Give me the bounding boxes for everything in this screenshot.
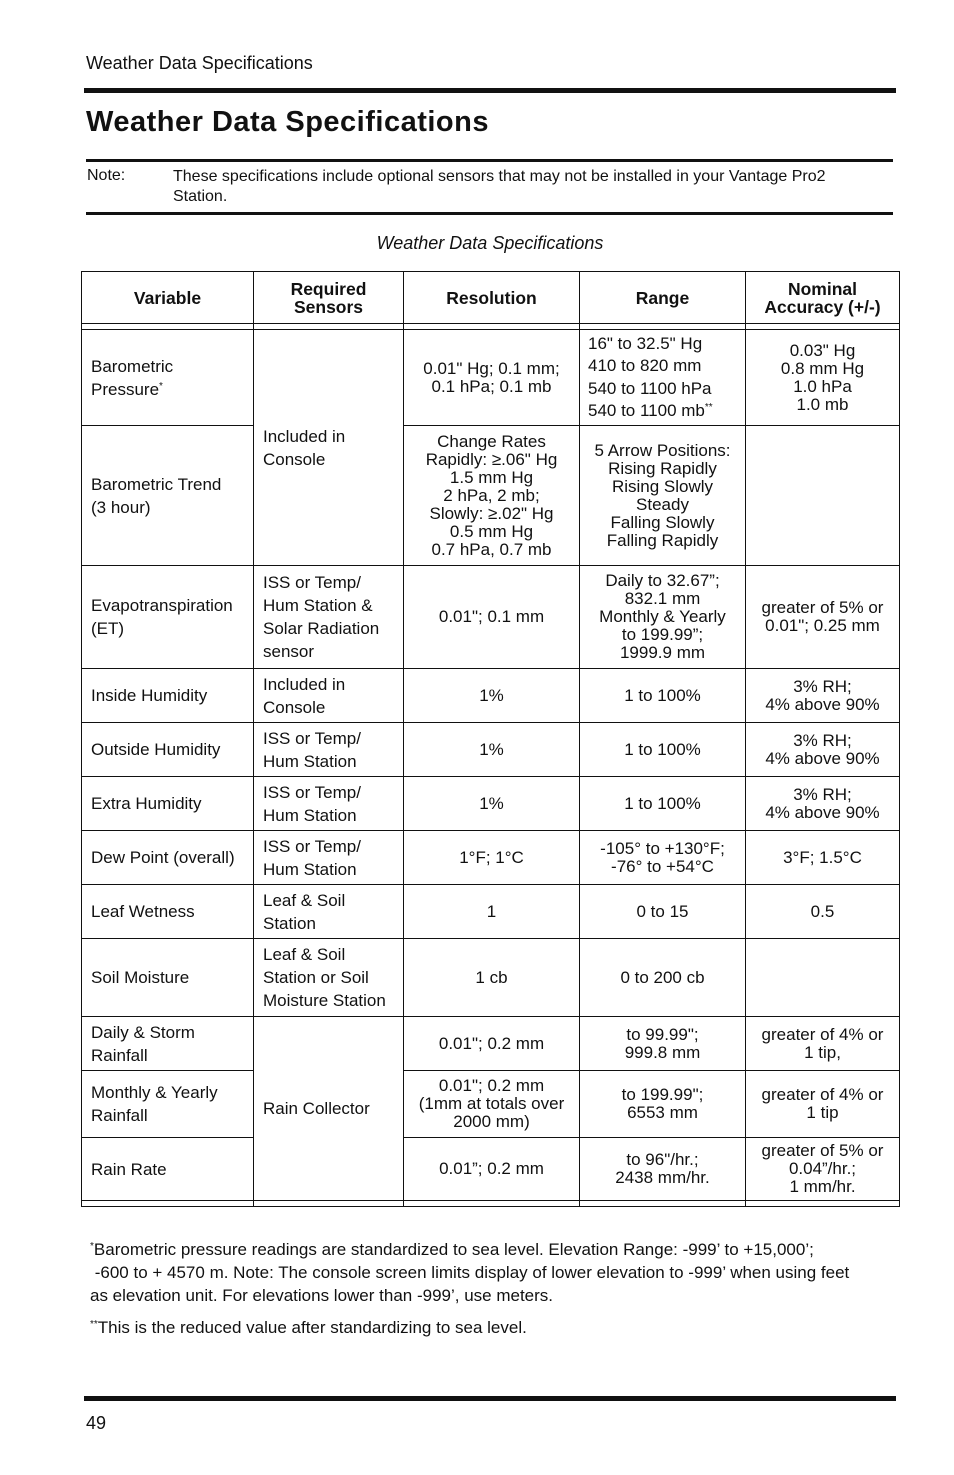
- specifications-table: [81, 271, 900, 1207]
- cell-text: Monthly & Yearly: [91, 1083, 218, 1102]
- cell-text: [91, 378, 245, 401]
- cell-range: [580, 1071, 746, 1138]
- cell-range: 1 to 100%: [580, 669, 746, 723]
- cell-text: 410 to 820 mm: [588, 356, 702, 375]
- cell-text: Rising Rapidly: [608, 458, 717, 478]
- cell-text: 2 hPa, 2 mb;: [443, 485, 540, 505]
- cell-text: Daily & Storm: [91, 1022, 195, 1042]
- page-title: Weather Data Specifications: [86, 106, 489, 138]
- cell-text: Steady: [636, 494, 689, 514]
- column-header-accuracy-line: Accuracy (+/-): [764, 296, 881, 317]
- cell-variable: Rain Rate: [82, 1138, 254, 1201]
- cell-text: Evapotranspiration: [91, 596, 233, 615]
- cell-variable: Outside Humidity: [82, 723, 254, 777]
- cell-text: Hum Station &: [263, 596, 373, 615]
- cell-resolution: [404, 426, 580, 566]
- footnote-marker: *: [90, 1241, 94, 1252]
- cell-sensors: [254, 566, 404, 669]
- cell-text: Hum Station: [263, 859, 357, 879]
- cell-resolution: [404, 1071, 580, 1138]
- footnote-standardized: [90, 1316, 910, 1339]
- cell-sensors: [254, 723, 404, 777]
- footnote-line: as elevation unit. For elevations lower than -999’, use meters.: [90, 1286, 554, 1305]
- cell-text: Console: [263, 697, 326, 717]
- cell-accuracy: 0.5: [746, 885, 900, 939]
- cell-variable: Leaf Wetness: [82, 885, 254, 939]
- cell-text: 1999.9 mm: [619, 643, 706, 662]
- cell-text: Barometric Trend: [91, 474, 222, 494]
- column-header-variable: Variable: [82, 272, 254, 324]
- cell-text-part: 540 to 1100 mb: [588, 401, 705, 420]
- column-header-sensors-line: Sensors: [293, 296, 364, 317]
- cell-variable: Inside Humidity: [82, 669, 254, 723]
- cell-text: 0.03" Hg: [789, 340, 856, 360]
- footnote-marker: **: [704, 402, 713, 413]
- cell-text: Included in: [263, 426, 346, 446]
- cell-text: 0.04”/hr.;: [788, 1159, 857, 1178]
- cell-text: 3% RH;: [793, 730, 852, 750]
- cell-resolution: [404, 330, 580, 426]
- table-row: [82, 1071, 900, 1138]
- cell-text: 3% RH;: [793, 676, 852, 696]
- cell-text: (ET): [91, 619, 125, 638]
- cell-text: sensor: [263, 642, 315, 661]
- cell-text: Included in: [263, 674, 346, 694]
- cell-sensors: [254, 885, 404, 939]
- cell-accuracy: [746, 777, 900, 831]
- cell-text: 16" to 32.5" Hg: [588, 333, 703, 353]
- cell-text: 1 tip,: [804, 1042, 841, 1062]
- cell-text: Rainfall: [91, 1106, 148, 1125]
- cell-text: Console: [263, 449, 326, 469]
- cell-text: Monthly & Yearly: [599, 607, 726, 626]
- cell-text: Leaf & Soil: [263, 945, 346, 964]
- cell-text-part: Pressure: [91, 379, 160, 399]
- cell-variable: [82, 1017, 254, 1071]
- running-header: Weather Data Specifications: [86, 53, 313, 73]
- cell-text: greater of 4% or: [761, 1085, 884, 1104]
- cell-range: [580, 1138, 746, 1201]
- cell-resolution: 1%: [404, 723, 580, 777]
- cell-text: 3% RH;: [793, 784, 852, 804]
- table-row: [82, 426, 900, 566]
- cell-text: ISS or Temp/: [263, 573, 361, 592]
- cell-text: Daily to 32.67”;: [605, 571, 720, 590]
- cell-text: 6553 mm: [627, 1103, 698, 1122]
- cell-text: ISS or Temp/: [263, 728, 361, 748]
- cell-range: [580, 426, 746, 566]
- cell-range: [580, 330, 746, 426]
- table-caption: Weather Data Specifications: [376, 233, 604, 253]
- cell-text: 540 to 1100 hPa: [588, 378, 712, 398]
- note-rule-bottom: [86, 212, 893, 215]
- cell-text: 1 mm/hr.: [789, 1177, 856, 1196]
- note-rule-top: [86, 159, 893, 162]
- cell-accuracy: [746, 1017, 900, 1071]
- footnote-marker: *: [159, 380, 163, 392]
- cell-accuracy: [746, 669, 900, 723]
- column-header-sensors-line: Required: [290, 278, 367, 299]
- cell-accuracy: 3°F; 1.5°C: [746, 831, 900, 885]
- cell-text: 1 tip: [806, 1103, 839, 1122]
- table-row: [82, 939, 900, 1017]
- cell-accuracy: [746, 723, 900, 777]
- note-text: These specifications include optional sensors that may not be installed in your Vantage Pro2 Station.: [173, 168, 826, 205]
- table-row: [82, 566, 900, 669]
- cell-text: 5 Arrow Positions:: [594, 440, 731, 460]
- cell-variable: [82, 566, 254, 669]
- cell-resolution: 0.01"; 0.1 mm: [404, 566, 580, 669]
- table-row: [82, 1138, 900, 1201]
- cell-variable: [82, 330, 254, 426]
- table-row: [82, 330, 900, 426]
- cell-text: Slowly: ≥.02" Hg: [429, 503, 554, 523]
- cell-text: (3 hour): [91, 497, 151, 517]
- cell-text: Rainfall: [91, 1045, 148, 1065]
- footnote-barometric: [90, 1238, 910, 1307]
- cell-text: greater of 5% or: [761, 598, 884, 617]
- header-rule: [84, 88, 896, 93]
- cell-text: to 199.99”;: [621, 625, 704, 644]
- cell-text: 0.01"; 0.25 mm: [765, 616, 880, 635]
- cell-resolution: 1: [404, 885, 580, 939]
- cell-text: [588, 400, 737, 423]
- cell-range: [580, 831, 746, 885]
- cell-resolution: 1°F; 1°C: [404, 831, 580, 885]
- cell-accuracy: [746, 1138, 900, 1201]
- table-row: [82, 777, 900, 831]
- cell-range: [580, 566, 746, 669]
- cell-text: ISS or Temp/: [263, 836, 361, 856]
- cell-text: Change Rates: [437, 431, 546, 451]
- cell-text: 4% above 90%: [765, 748, 880, 768]
- cell-text: Station or Soil: [263, 968, 369, 987]
- column-header-range: Range: [580, 272, 746, 324]
- table-row: [82, 885, 900, 939]
- cell-sensors: [254, 939, 404, 1017]
- footnote-line: [90, 1238, 910, 1261]
- footnote-text: Barometric pressure readings are standardized to sea level. Elevation Range: -999’ to +15,000’;: [93, 1240, 814, 1259]
- cell-accuracy: [746, 566, 900, 669]
- cell-accuracy: [746, 426, 900, 566]
- table-spacer-row: [82, 1201, 900, 1207]
- cell-sensors: [254, 669, 404, 723]
- cell-text: 4% above 90%: [765, 802, 880, 822]
- cell-text: Solar Radiation: [263, 619, 380, 638]
- cell-variable: Soil Moisture: [82, 939, 254, 1017]
- cell-variable: Extra Humidity: [82, 777, 254, 831]
- cell-text: 1.5 mm Hg: [449, 467, 534, 487]
- cell-range: 1 to 100%: [580, 777, 746, 831]
- cell-resolution: 1 cb: [404, 939, 580, 1017]
- cell-text: Barometric: [91, 356, 174, 376]
- column-header-accuracy: [746, 272, 900, 324]
- cell-text: 0.1 hPa; 0.1 mb: [431, 376, 552, 396]
- cell-range: 0 to 15: [580, 885, 746, 939]
- cell-variable: [82, 426, 254, 566]
- column-header-resolution: Resolution: [404, 272, 580, 324]
- footnote-line: -600 to + 4570 m. Note: The console screen limits display of lower elevation to -999’ when using feet: [90, 1263, 850, 1282]
- cell-text: greater of 4% or: [761, 1024, 884, 1044]
- cell-text: 1.0 hPa: [793, 376, 852, 396]
- cell-text: 2000 mm): [453, 1112, 530, 1131]
- cell-text: 832.1 mm: [624, 589, 701, 608]
- cell-text: Hum Station: [263, 805, 357, 825]
- footer-rule: [84, 1396, 896, 1401]
- cell-text: Falling Slowly: [610, 512, 715, 532]
- cell-accuracy: [746, 1071, 900, 1138]
- cell-text: Moisture Station: [263, 991, 386, 1010]
- table-row: [82, 723, 900, 777]
- table-row: [82, 831, 900, 885]
- table-row: [82, 669, 900, 723]
- cell-text: 0.8 mm Hg: [780, 358, 865, 378]
- cell-accuracy: [746, 939, 900, 1017]
- cell-text: 2438 mm/hr.: [615, 1168, 710, 1187]
- cell-variable: [82, 1071, 254, 1138]
- cell-range: 1 to 100%: [580, 723, 746, 777]
- cell-text: Leaf & Soil: [263, 890, 346, 910]
- cell-text: 0.01" Hg; 0.1 mm;: [423, 358, 560, 378]
- footnote-marker: **: [90, 1319, 98, 1330]
- cell-text: Falling Rapidly: [606, 530, 719, 550]
- table-row: [82, 1017, 900, 1071]
- cell-text: Rising Slowly: [611, 476, 714, 496]
- cell-resolution: 0.01”; 0.2 mm: [404, 1138, 580, 1201]
- table-header-row: [82, 272, 900, 324]
- cell-sensors: [254, 330, 404, 566]
- cell-text: Rapidly: ≥.06" Hg: [425, 449, 558, 469]
- note-label: Note:: [87, 167, 126, 184]
- cell-sensors: Rain Collector: [254, 1017, 404, 1201]
- cell-variable: Dew Point (overall): [82, 831, 254, 885]
- cell-resolution: 1%: [404, 669, 580, 723]
- cell-resolution: 1%: [404, 777, 580, 831]
- cell-text: to 96"/hr.;: [626, 1150, 699, 1169]
- cell-text: 1.0 mb: [796, 394, 849, 414]
- cell-range: 0 to 200 cb: [580, 939, 746, 1017]
- cell-accuracy: [746, 330, 900, 426]
- cell-text: 0.01"; 0.2 mm: [438, 1076, 545, 1095]
- cell-text: Hum Station: [263, 751, 357, 771]
- cell-sensors: [254, 777, 404, 831]
- cell-text: 0.5 mm Hg: [449, 521, 534, 541]
- cell-text: to 99.99";: [626, 1024, 699, 1044]
- cell-text: ISS or Temp/: [263, 782, 361, 802]
- cell-text: -105° to +130°F;: [600, 838, 725, 858]
- cell-sensors: [254, 831, 404, 885]
- cell-text: 4% above 90%: [765, 694, 880, 714]
- cell-text: (1mm at totals over: [418, 1094, 565, 1113]
- page-number: 49: [86, 1413, 107, 1433]
- cell-resolution: 0.01"; 0.2 mm: [404, 1017, 580, 1071]
- column-header-sensors: [254, 272, 404, 324]
- cell-text: to 199.99";: [621, 1085, 704, 1104]
- cell-text: greater of 5% or: [761, 1141, 884, 1160]
- cell-text: Station: [263, 913, 316, 933]
- cell-text: 0.7 hPa, 0.7 mb: [431, 539, 552, 559]
- column-header-accuracy-line: Nominal: [787, 278, 858, 299]
- cell-text: -76° to +54°C: [611, 856, 714, 876]
- cell-text: 999.8 mm: [624, 1042, 701, 1062]
- cell-range: [580, 1017, 746, 1071]
- footnote-text: This is the reduced value after standardizing to sea level.: [97, 1318, 527, 1337]
